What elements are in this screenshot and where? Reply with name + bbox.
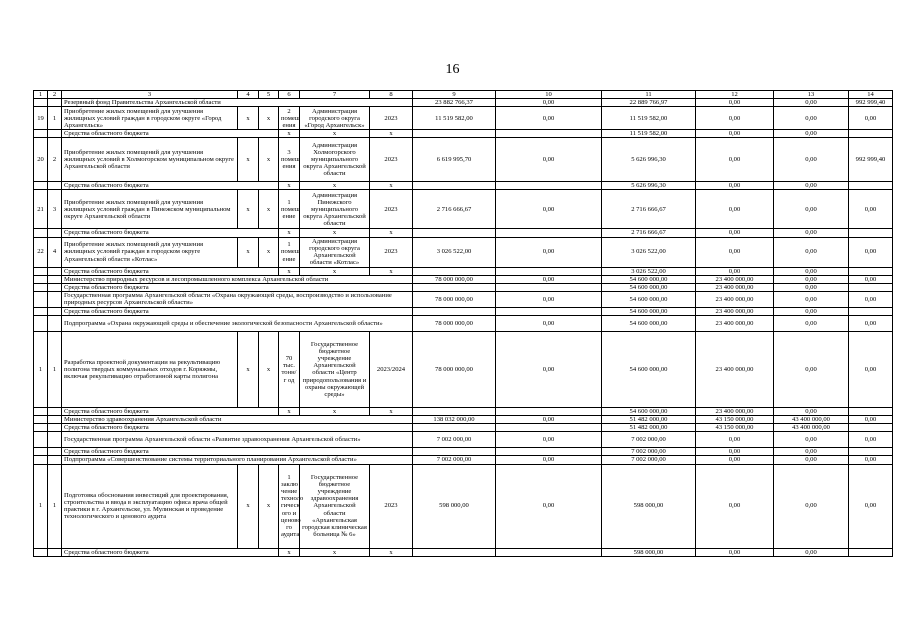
cell-2024: 0,00 — [696, 448, 774, 456]
cell-x: х — [300, 407, 370, 415]
col-num: 4 — [238, 91, 259, 99]
cell-2025: 0,00 — [774, 307, 849, 315]
row-label: Средства областного бюджета — [62, 407, 279, 415]
cell-2024: 0,00 — [696, 548, 774, 556]
cell-x: х — [259, 331, 279, 407]
row-label: Средства областного бюджета — [62, 267, 279, 275]
cell-federal: 0,00 — [496, 464, 602, 548]
cell-2024: 43 150 000,00 — [696, 416, 774, 424]
cell-2024: 0,00 — [696, 99, 774, 107]
cell-x: х — [259, 464, 279, 548]
project-row-20 — [34, 138, 893, 182]
cell-x: х — [238, 190, 259, 229]
cell-x: х — [279, 229, 300, 237]
cell-2024: 23 400 000,00 — [696, 307, 774, 315]
cell-federal: 0,00 — [496, 275, 602, 283]
cell-2025: 0,00 — [774, 331, 849, 407]
cell-x: х — [238, 331, 259, 407]
cell-2025: 43 400 000,00 — [774, 416, 849, 424]
row-number: 1 — [34, 464, 48, 548]
cell-2024: 0,00 — [696, 456, 774, 464]
project-row-22 — [34, 237, 893, 267]
cell-2023: 5 626 996,30 — [602, 138, 696, 182]
cell-2025: 0,00 — [774, 432, 849, 448]
cell-total: 7 002 000,00 — [413, 432, 496, 448]
cell-x: х — [259, 138, 279, 182]
cell-2025: 0,00 — [774, 130, 849, 138]
project-name: Подготовка обоснования инвестиций для проектирования, строительства и ввода в эксплуатацию офиса врача общей практики в г. Архангельске, ул. Мулинская и проведение технологического и ценового аудита — [62, 464, 238, 548]
cell-2023: 7 002 000,00 — [602, 432, 696, 448]
cell-x: х — [238, 237, 259, 267]
row-label: Средства областного бюджета — [62, 229, 279, 237]
cell-x: х — [370, 407, 413, 415]
cell-2023: 3 026 522,00 — [602, 267, 696, 275]
cell-2025: 0,00 — [774, 237, 849, 267]
budget-row — [34, 229, 893, 237]
cell-2024: 0,00 — [696, 182, 774, 190]
cell-total: 78 000 000,00 — [413, 275, 496, 283]
cell-federal: 0,00 — [496, 138, 602, 182]
row-number: 19 — [34, 107, 48, 130]
row-label: Средства областного бюджета — [62, 182, 279, 190]
year: 2023 — [370, 464, 413, 548]
cell-x: х — [300, 182, 370, 190]
subprogram-row — [34, 456, 893, 464]
cell-other: 0,00 — [849, 432, 893, 448]
capacity: 2 помещ ения — [279, 107, 300, 130]
cell-2024: 0,00 — [696, 229, 774, 237]
cell-2024: 23 400 000,00 — [696, 283, 774, 291]
cell-2025: 0,00 — [774, 456, 849, 464]
cell-2025: 0,00 — [774, 99, 849, 107]
cell-2023: 54 600 000,00 — [602, 331, 696, 407]
cell-x: х — [238, 464, 259, 548]
col-num: 14 — [849, 91, 893, 99]
cell-2023: 54 600 000,00 — [602, 283, 696, 291]
cell-2025: 0,00 — [774, 448, 849, 456]
row-subnumber: 1 — [48, 107, 62, 130]
cell-2024: 0,00 — [696, 107, 774, 130]
cell-2025: 0,00 — [774, 407, 849, 415]
cell-x: х — [279, 182, 300, 190]
cell-2025: 0,00 — [774, 138, 849, 182]
project-name: Приобретение жилых помещений для улучшения жилищных условий в Холмогорском муниципальном округе Архангельской области — [62, 138, 238, 182]
row-number: 22 — [34, 237, 48, 267]
budget-row — [34, 407, 893, 415]
col-num: 11 — [602, 91, 696, 99]
cell-x: х — [300, 267, 370, 275]
cell-federal: 0,00 — [496, 416, 602, 424]
cell-2023: 54 600 000,00 — [602, 275, 696, 283]
cell-other: 0,00 — [849, 456, 893, 464]
executor: Администрация городского округа Архангельской области «Котлас» — [300, 237, 370, 267]
cell-2024: 0,00 — [696, 138, 774, 182]
cell-other: 0,00 — [849, 275, 893, 283]
row-label: Министерство природных ресурсов и лесопромышленного комплекса Архангельской области — [62, 275, 413, 283]
year: 2023/2024 — [370, 331, 413, 407]
page-number: 16 — [445, 62, 460, 77]
cell-federal: 0,00 — [496, 99, 602, 107]
row-label: Подпрограмма «Охрана окружающей среды и обеспечение экологической безопасности Архангельской области» — [62, 315, 413, 331]
cell-x: х — [370, 229, 413, 237]
row-label: Государственная программа Архангельской области «Развитие здравоохранения Архангельской области» — [62, 432, 413, 448]
cell-federal: 0,00 — [496, 107, 602, 130]
cell-2025: 0,00 — [774, 190, 849, 229]
row-label: Средства областного бюджета — [62, 307, 413, 315]
cell-total: 3 026 522,00 — [413, 237, 496, 267]
year: 2023 — [370, 138, 413, 182]
budget-row — [34, 283, 893, 291]
capacity: 70 тыс. тонн/г од — [279, 331, 300, 407]
row-subnumber: 1 — [48, 331, 62, 407]
capacity: 1 помещ ение — [279, 237, 300, 267]
cell-x: х — [259, 237, 279, 267]
col-num: 7 — [300, 91, 370, 99]
cell-2024: 43 150 000,00 — [696, 424, 774, 432]
program-row — [34, 432, 893, 448]
row-number: 21 — [34, 190, 48, 229]
cell-2023: 7 002 000,00 — [602, 456, 696, 464]
cell-x: х — [300, 229, 370, 237]
cell-total: 138 032 000,00 — [413, 416, 496, 424]
capacity: 1 заклю чение техноло гическ ого и ценово го аудита — [279, 464, 300, 548]
executor: Администрация городского округа «Город Архангельск» — [300, 107, 370, 130]
col-num: 1 — [34, 91, 48, 99]
cell-federal: 0,00 — [496, 315, 602, 331]
cell-2024: 0,00 — [696, 130, 774, 138]
row-number: 20 — [34, 138, 48, 182]
cell-2023: 22 889 766,97 — [602, 99, 696, 107]
cell-2023: 54 600 000,00 — [602, 307, 696, 315]
row-subnumber: 2 — [48, 138, 62, 182]
cell-2024: 0,00 — [696, 267, 774, 275]
cell-2024: 23 400 000,00 — [696, 331, 774, 407]
project-row-health-1 — [34, 464, 893, 548]
year: 2023 — [370, 190, 413, 229]
year: 2023 — [370, 107, 413, 130]
row-label: Средства областного бюджета — [62, 424, 413, 432]
col-num: 8 — [370, 91, 413, 99]
cell-2024: 0,00 — [696, 432, 774, 448]
subprogram-row — [34, 315, 893, 331]
cell-x: х — [370, 182, 413, 190]
cell-federal: 0,00 — [496, 331, 602, 407]
row-label: Средства областного бюджета — [62, 283, 413, 291]
capacity: 3 помещ ения — [279, 138, 300, 182]
cell-2025: 0,00 — [774, 315, 849, 331]
cell-total: 23 882 766,37 — [413, 99, 496, 107]
row-label: Государственная программа Архангельской области «Охрана окружающей среды, воспроизводство и использование природных ресурсов Архангельской области» — [62, 291, 413, 307]
cell-2023: 598 000,00 — [602, 464, 696, 548]
project-row-env-1 — [34, 331, 893, 407]
project-row-19 — [34, 107, 893, 130]
budget-row — [34, 267, 893, 275]
cell-other: 0,00 — [849, 315, 893, 331]
cell-other: 0,00 — [849, 291, 893, 307]
cell-2024: 23 400 000,00 — [696, 291, 774, 307]
col-num: 10 — [496, 91, 602, 99]
col-num: 3 — [62, 91, 238, 99]
cell-2025: 0,00 — [774, 464, 849, 548]
executor: Государственное бюджетное учреждение здравоохранения Архангельской области «Архангельская городская клиническая больница № 6» — [300, 464, 370, 548]
budget-row — [34, 182, 893, 190]
reserve-fund-row — [34, 99, 893, 107]
col-num: 5 — [259, 91, 279, 99]
cell-x: х — [370, 267, 413, 275]
cell-x: х — [238, 138, 259, 182]
cell-total: 78 000 000,00 — [413, 315, 496, 331]
cell-total: 78 000 000,00 — [413, 291, 496, 307]
cell-2025: 0,00 — [774, 275, 849, 283]
investment-table — [33, 90, 893, 557]
budget-row — [34, 548, 893, 556]
row-label: Средства областного бюджета — [62, 548, 279, 556]
cell-x: х — [279, 130, 300, 138]
cell-2023: 54 600 000,00 — [602, 291, 696, 307]
row-label: Подпрограмма «Совершенствование системы территориального планирования Архангельской области» — [62, 456, 413, 464]
executor: Государственное бюджетное учреждение Архангельской области «Центр природопользования и охраны окружающей среды» — [300, 331, 370, 407]
cell-x: х — [238, 107, 259, 130]
cell-x: х — [279, 267, 300, 275]
cell-2023: 2 716 666,67 — [602, 229, 696, 237]
cell-2024: 0,00 — [696, 237, 774, 267]
cell-2023: 54 600 000,00 — [602, 315, 696, 331]
row-label: Средства областного бюджета — [62, 448, 413, 456]
cell-2025: 0,00 — [774, 107, 849, 130]
cell-x: х — [259, 190, 279, 229]
row-subnumber: 3 — [48, 190, 62, 229]
project-name: Приобретение жилых помещений для улучшения жилищных условий граждан в городском округе Архангельской области «Котлас» — [62, 237, 238, 267]
cell-total: 11 519 582,00 — [413, 107, 496, 130]
cell-x: х — [259, 107, 279, 130]
budget-row — [34, 448, 893, 456]
cell-2025: 43 400 000,00 — [774, 424, 849, 432]
cell-other: 0,00 — [849, 331, 893, 407]
ministry-row — [34, 416, 893, 424]
cell-2025: 0,00 — [774, 283, 849, 291]
budget-row — [34, 424, 893, 432]
row-number: 1 — [34, 331, 48, 407]
cell-x: х — [300, 130, 370, 138]
column-number-row — [34, 91, 893, 99]
col-num: 9 — [413, 91, 496, 99]
cell-federal: 0,00 — [496, 190, 602, 229]
cell-2025: 0,00 — [774, 267, 849, 275]
cell-other: 0,00 — [849, 416, 893, 424]
col-num: 12 — [696, 91, 774, 99]
cell-federal: 0,00 — [496, 432, 602, 448]
cell-2023: 11 519 582,00 — [602, 107, 696, 130]
cell-total: 598 000,00 — [413, 464, 496, 548]
cell-2023: 51 482 000,00 — [602, 416, 696, 424]
cell-other: 0,00 — [849, 237, 893, 267]
cell-federal: 0,00 — [496, 237, 602, 267]
cell-2024: 23 400 000,00 — [696, 407, 774, 415]
row-label: Средства областного бюджета — [62, 130, 279, 138]
cell-total: 2 716 666,67 — [413, 190, 496, 229]
year: 2023 — [370, 237, 413, 267]
cell-other: 992 999,40 — [849, 99, 893, 107]
cell-2025: 0,00 — [774, 548, 849, 556]
cell-2023: 11 519 582,00 — [602, 130, 696, 138]
cell-2023: 5 626 996,30 — [602, 182, 696, 190]
row-label: Резервный фонд Правительства Архангельской области — [62, 99, 413, 107]
cell-x: х — [279, 407, 300, 415]
cell-other: 0,00 — [849, 190, 893, 229]
cell-other: 0,00 — [849, 107, 893, 130]
row-subnumber: 1 — [48, 464, 62, 548]
cell-x: х — [279, 548, 300, 556]
col-num: 6 — [279, 91, 300, 99]
cell-other: 0,00 — [849, 464, 893, 548]
col-num: 2 — [48, 91, 62, 99]
cell-federal: 0,00 — [496, 456, 602, 464]
cell-x: х — [300, 548, 370, 556]
executor: Администрация Холмогорского муниципального округа Архангельской области — [300, 138, 370, 182]
cell-federal: 0,00 — [496, 291, 602, 307]
cell-2024: 0,00 — [696, 464, 774, 548]
project-name: Приобретение жилых помещений для улучшения жилищных условий граждан в городском округе «Город Архангельск» — [62, 107, 238, 130]
executor: Администрация Пинежского муниципального округа Архангельской области — [300, 190, 370, 229]
cell-2023: 2 716 666,67 — [602, 190, 696, 229]
cell-2024: 23 400 000,00 — [696, 275, 774, 283]
cell-x: х — [370, 548, 413, 556]
cell-total: 78 000 000,00 — [413, 331, 496, 407]
cell-2023: 598 000,00 — [602, 548, 696, 556]
cell-2025: 0,00 — [774, 229, 849, 237]
row-label: Министерство здравоохранения Архангельской области — [62, 416, 413, 424]
cell-total: 7 002 000,00 — [413, 456, 496, 464]
project-name: Разработка проектной документации на рекультивацию полигона твердых коммунальных отходов г. Коряжмы, включая рекультивацию отработанной карты полигона — [62, 331, 238, 407]
cell-2023: 51 482 000,00 — [602, 424, 696, 432]
project-row-21 — [34, 190, 893, 229]
program-row — [34, 291, 893, 307]
cell-x: х — [370, 130, 413, 138]
cell-2024: 23 400 000,00 — [696, 315, 774, 331]
cell-2023: 3 026 522,00 — [602, 237, 696, 267]
cell-other: 992 999,40 — [849, 138, 893, 182]
cell-2023: 7 002 000,00 — [602, 448, 696, 456]
col-num: 13 — [774, 91, 849, 99]
cell-total: 6 619 995,70 — [413, 138, 496, 182]
row-subnumber: 4 — [48, 237, 62, 267]
cell-2025: 0,00 — [774, 182, 849, 190]
project-name: Приобретение жилых помещений для улучшения жилищных условий граждан в Пинежском муниципальном округе Архангельской области — [62, 190, 238, 229]
budget-row — [34, 130, 893, 138]
capacity: 1 помещ ение — [279, 190, 300, 229]
cell-2023: 54 600 000,00 — [602, 407, 696, 415]
budget-row — [34, 307, 893, 315]
ministry-row — [34, 275, 893, 283]
cell-2025: 0,00 — [774, 291, 849, 307]
cell-2024: 0,00 — [696, 190, 774, 229]
